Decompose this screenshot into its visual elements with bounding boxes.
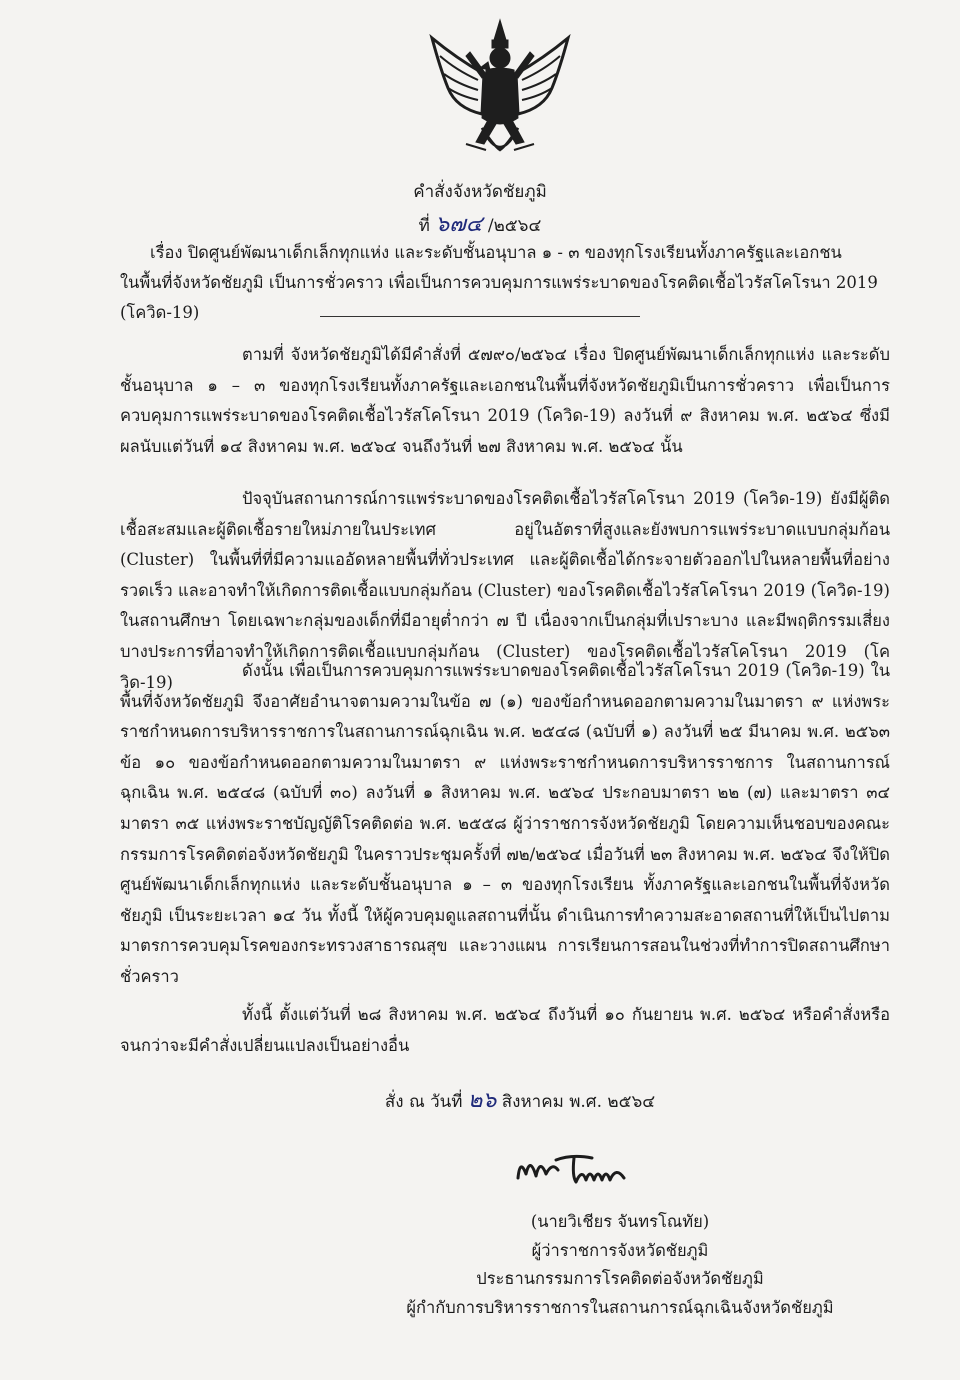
signature-icon <box>512 1148 642 1192</box>
signatory-title-3: ผู้กำกับการบริหารราชการในสถานการณ์ฉุกเฉินจังหวัดชัยภูมิ <box>406 1297 834 1317</box>
subject-line-1: เรื่อง ปิดศูนย์พัฒนาเด็กเล็กทุกแห่ง และระดับชั้นอนุบาล ๑ - ๓ ของทุกโรงเรียนทั้งภาครัฐและเอกชน <box>150 243 842 262</box>
paragraph-4 <box>120 1000 890 1061</box>
subject-line-2: ในพื้นที่จังหวัดชัยภูมิ เป็นการชั่วคราว เพื่อเป็นการควบคุมการแพร่ระบาดของโรคติดเชื้อไวรัสโคโรนา 2019 (โควิด-19) <box>120 273 878 322</box>
paragraph-3 <box>120 656 890 993</box>
issued-prefix: สั่ง ณ วันที่ <box>384 1092 463 1112</box>
order-number-suffix: /๒๕๖๔ <box>487 216 542 236</box>
paragraph-1-text: ตามที่ จังหวัดชัยภูมิได้มีคำสั่งที่ ๕๗๙๐/๒๕๖๔ เรื่อง ปิดศูนย์พัฒนาเด็กเล็กทุกแห่ง และระดับชั้นอนุบาล ๑ – ๓ ของทุกโรงเรียนทั้งภาครัฐและเอกชนในพื้นที่จังหวัดชัยภูมิเป็นการชั่วคราว เพื่อเป็นการควบคุมการแพร่ระบาดของโรคติดเชื้อไวรัสโคโรนา 2019 (โควิด-19) ลงวันที่ ๙ สิงหาคม พ.ศ. ๒๕๖๔ ซึ่งมีผลนับแต่วันที่ ๑๔ สิงหาคม พ.ศ. ๒๕๖๔ จนถึงวันที่ ๒๗ สิงหาคม พ.ศ. ๒๕๖๔ นั้น <box>120 345 890 456</box>
garuda-emblem-icon <box>426 18 574 168</box>
issued-date <box>40 1082 960 1117</box>
signatory-title-1: ผู้ว่าราชการจังหวัดชัยภูมิ <box>531 1240 709 1260</box>
issued-suffix: สิงหาคม พ.ศ. ๒๕๖๔ <box>501 1092 656 1112</box>
order-number <box>0 206 960 241</box>
separator-line <box>320 316 640 317</box>
paragraph-3-text: ดังนั้น เพื่อเป็นการควบคุมการแพร่ระบาดของโรคติดเชื้อไวรัสโคโรนา 2019 (โควิด-19) ในพื้นที่จังหวัดชัยภูมิ จึงอาศัยอำนาจตามความในข้อ ๗ (๑) ของข้อกำหนดออกตามความในมาตรา ๙ แห่งพระราชกำหนดการบริหารราชการในสถานการณ์ฉุกเฉิน พ.ศ. ๒๕๔๘ (ฉบับที่ ๑) ลงวันที่ ๒๕ มีนาคม พ.ศ. ๒๕๖๓ ข้อ ๑๐ ของข้อกำหนดออกตามความในมาตรา ๙ แห่งพระราชกำหนดการบริหารราชการ ในสถานการณ์ฉุกเฉิน พ.ศ. ๒๕๔๘ (ฉบับที่ ๓๐) ลงวันที่ ๑ สิงหาคม พ.ศ. ๒๕๖๔ ประกอบมาตรา ๒๒ (๗) และมาตรา ๓๔ มาตรา ๓๕ แห่งพระราชบัญญัติโรคติดต่อ พ.ศ. ๒๕๕๘ ผู้ว่าราชการจังหวัดชัยภูมิ โดยความเห็นชอบของคณะกรรมการโรคติดต่อจังหวัดชัยภูมิ ในคราวประชุมครั้งที่ ๗๒/๒๕๖๔ เมื่อวันที่ ๒๓ สิงหาคม พ.ศ. ๒๕๖๔ จึงให้ปิดศูนย์พัฒนาเด็กเล็กทุกแห่ง และระดับชั้นอนุบาล ๑ – ๓ ของทุกโรงเรียน ทั้งภาครัฐและเอกชนในพื้นที่จังหวัดชัยภูมิ เป็นระยะเวลา ๑๔ วัน ทั้งนี้ ให้ผู้ควบคุมดูแลสถานที่นั้น ดำเนินการทำความสะอาดสถานที่ให้เป็นไปตามมาตรการควบคุมโรคของกระทรวงสาธารณสุข และวางแผน การเรียนการสอนในช่วงที่ทำการปิดสถานศึกษาชั่วคราว <box>120 661 890 986</box>
paragraph-2-text: ปัจจุบันสถานการณ์การแพร่ระบาดของโรคติดเชื้อไวรัสโคโรนา 2019 (โควิด-19) ยังมีผู้ติดเชื้อสะสมและผู้ติดเชื้อรายใหม่ภายในประเทศ อยู่ในอัตราที่สูงและยังพบการแพร่ระบาดแบบกลุ่มก้อน (Cluster) ในพื้นที่ที่มีความแออัดหลายพื้นที่ทั่วประเทศ และผู้ติดเชื้อได้กระจายตัวออกไปในหลายพื้นที่อย่างรวดเร็ว และอาจทำให้เกิดการติดเชื้อแบบกลุ่มก้อน (Cluster) ของโรคติดเชื้อไวรัสโคโรนา 2019 (โควิด-19) ในสถานศึกษา โดยเฉพาะกลุ่มของเด็กที่มีอายุต่ำกว่า ๗ ปี เนื่องจากเป็นกลุ่มที่เปราะบาง และมีพฤติกรรมเสี่ยงบางประการที่อาจทำให้เกิดการติดเชื้อแบบกลุ่มก้อน (Cluster) ของโรคติดเชื้อไวรัสโคโรนา 2019 (โควิด-19) <box>120 489 890 692</box>
order-title: คำสั่งจังหวัดชัยภูมิ <box>413 182 547 202</box>
signatory-name: (นายวิเชียร จันทรโณทัย) <box>530 1212 710 1231</box>
paragraph-4-text: ทั้งนี้ ตั้งแต่วันที่ ๒๘ สิงหาคม พ.ศ. ๒๕๖๔ ถึงวันที่ ๑๐ กันยายน พ.ศ. ๒๕๖๔ หรือคำสั่งหรือจนกว่าจะมีคำสั่งเปลี่ยนแปลงเป็นอย่างอื่น <box>120 1005 890 1055</box>
signatory-title-2: ประธานกรรมการโรคติดต่อจังหวัดชัยภูมิ <box>476 1269 764 1288</box>
order-number-handwritten: ๖๗๔ <box>435 212 483 237</box>
subject <box>120 238 880 328</box>
signatory-block <box>360 1208 880 1322</box>
paragraph-1 <box>120 340 890 462</box>
issued-day-handwritten: ๒๖ <box>467 1088 497 1113</box>
order-number-prefix: ที่ <box>418 216 430 236</box>
